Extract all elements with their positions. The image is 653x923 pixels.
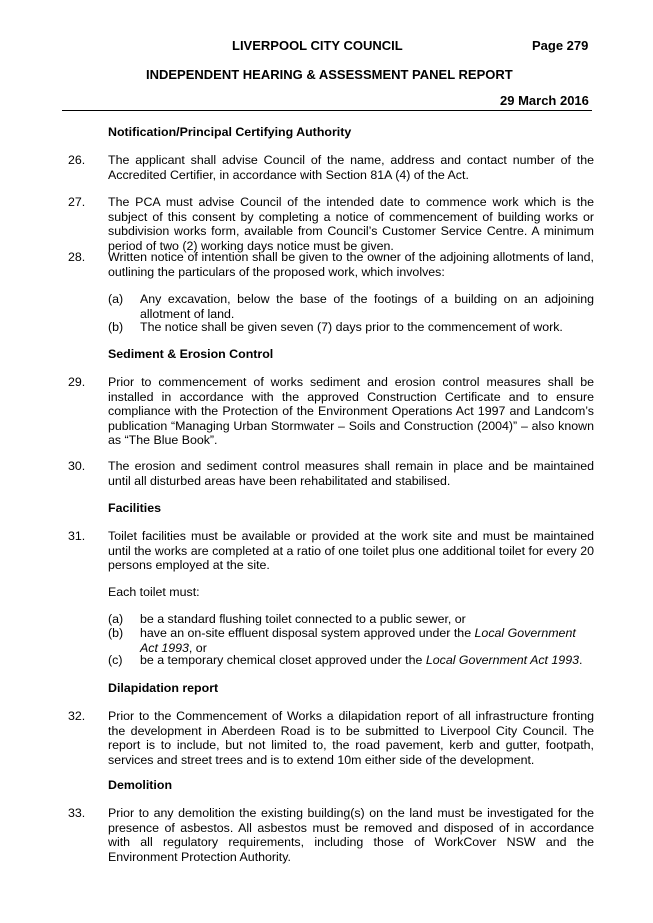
- condition-number: 29.: [68, 375, 86, 389]
- condition-31-c: [108, 653, 594, 668]
- report-title: INDEPENDENT HEARING & ASSESSMENT PANEL REPORT: [146, 67, 513, 82]
- condition-30: [68, 459, 594, 488]
- condition-text: The applicant shall advise Council of the name, address and contact number of the Accredited Certifier, in accordance with Section 81A (4) of the Act.: [108, 153, 594, 182]
- condition-number: 32.: [68, 709, 86, 723]
- heading-facilities: Facilities: [108, 501, 162, 515]
- condition-number: 30.: [68, 459, 86, 473]
- condition-28-a: [108, 292, 594, 321]
- condition-31: [68, 529, 594, 573]
- heading-demolition: Demolition: [108, 778, 173, 792]
- sub-label: (a): [108, 612, 124, 626]
- condition-number: 33.: [68, 806, 86, 820]
- condition-text: Written notice of intention shall be given to the owner of the adjoining allotments of land, outlining the particulars of the proposed work, which involves:: [108, 250, 594, 279]
- condition-27: [68, 195, 594, 253]
- report-date: 29 March 2016: [500, 93, 589, 108]
- sub-text: be a standard flushing toilet connected to a public sewer, or: [140, 612, 466, 626]
- sub-label: (b): [108, 626, 124, 640]
- condition-text: Prior to any demolition the existing building(s) on the land must be investigated for the presence of asbestos. All asbestos must be removed and disposed of in accordance with all regulatory requirements, including those of WorkCover NSW and the Environment Protection Authority.: [108, 806, 594, 864]
- heading-notification: Notification/Principal Certifying Authority: [108, 125, 352, 139]
- condition-text: The erosion and sediment control measures shall remain in place and be maintained until all disturbed areas have been rehabilitated and stabilised.: [108, 459, 594, 488]
- act-name: Local Government Act 1993: [425, 653, 579, 667]
- condition-text: The PCA must advise Council of the intended date to commence work which is the subject of this consent by completing a notice of commencement of building works or subdivision works form, available from Council’s Customer Service Centre. A minimum period of two (2) working days notice must be given.: [108, 195, 594, 253]
- condition-31-b: [108, 626, 594, 655]
- condition-32: [68, 709, 594, 767]
- condition-29: [68, 375, 594, 448]
- condition-28: [68, 250, 594, 279]
- sub-text: The notice shall be given seven (7) days prior to the commencement of work.: [140, 320, 563, 334]
- council-name: LIVERPOOL CITY COUNCIL: [232, 38, 403, 53]
- sub-label: (b): [108, 320, 124, 334]
- sub-text-pre: be a temporary chemical closet approved under the: [140, 653, 426, 667]
- sub-text: [140, 653, 594, 668]
- act-name: Local Government Act 1993: [140, 626, 576, 655]
- heading-dilapidation: Dilapidation report: [108, 681, 219, 695]
- sub-text: [140, 626, 594, 655]
- condition-number: 28.: [68, 250, 86, 264]
- sub-text-post: , or: [188, 640, 207, 655]
- condition-text: Prior to the Commencement of Works a dilapidation report of all infrastructure fronting the development in Aberdeen Road is to be submitted to Liverpool City Council. The report is to include, but not limited to, the road pavement, kerb and gutter, footpath, services and street trees and is to extend 10m either side of the development.: [108, 709, 594, 767]
- condition-28-b: [108, 320, 594, 335]
- page-number: Page 279: [532, 38, 589, 53]
- condition-number: 31.: [68, 529, 86, 543]
- heading-sediment: Sediment & Erosion Control: [108, 347, 274, 361]
- sub-text: Any excavation, below the base of the footings of a building on an adjoining allotment of land.: [140, 292, 594, 321]
- condition-33: [68, 806, 594, 864]
- condition-number: 26.: [68, 153, 86, 167]
- sub-text-post: .: [578, 653, 583, 667]
- condition-text: Prior to commencement of works sediment and erosion control measures shall be installed in accordance with the approved Construction Certificate and to ensure compliance with the Protection of the Environment Operations Act 1997 and Landcom’s publication “Managing Urban Stormwater – Soils and Construction (2004)” – also known as “The Blue Book”.: [108, 375, 594, 448]
- header-divider: [62, 110, 592, 111]
- condition-26: [68, 153, 594, 182]
- sub-label: (a): [108, 292, 124, 306]
- condition-number: 27.: [68, 195, 86, 209]
- sub-text-pre: have an on-site effluent disposal system approved under the: [140, 626, 475, 640]
- sub-label: (c): [108, 653, 123, 667]
- condition-31-a: [108, 612, 594, 627]
- condition-text: Toilet facilities must be available or provided at the work site and must be maintained until the works are completed at a ratio of one toilet plus one additional toilet for every 20 persons employed at the site.: [108, 529, 594, 573]
- each-toilet-intro: Each toilet must:: [108, 585, 200, 599]
